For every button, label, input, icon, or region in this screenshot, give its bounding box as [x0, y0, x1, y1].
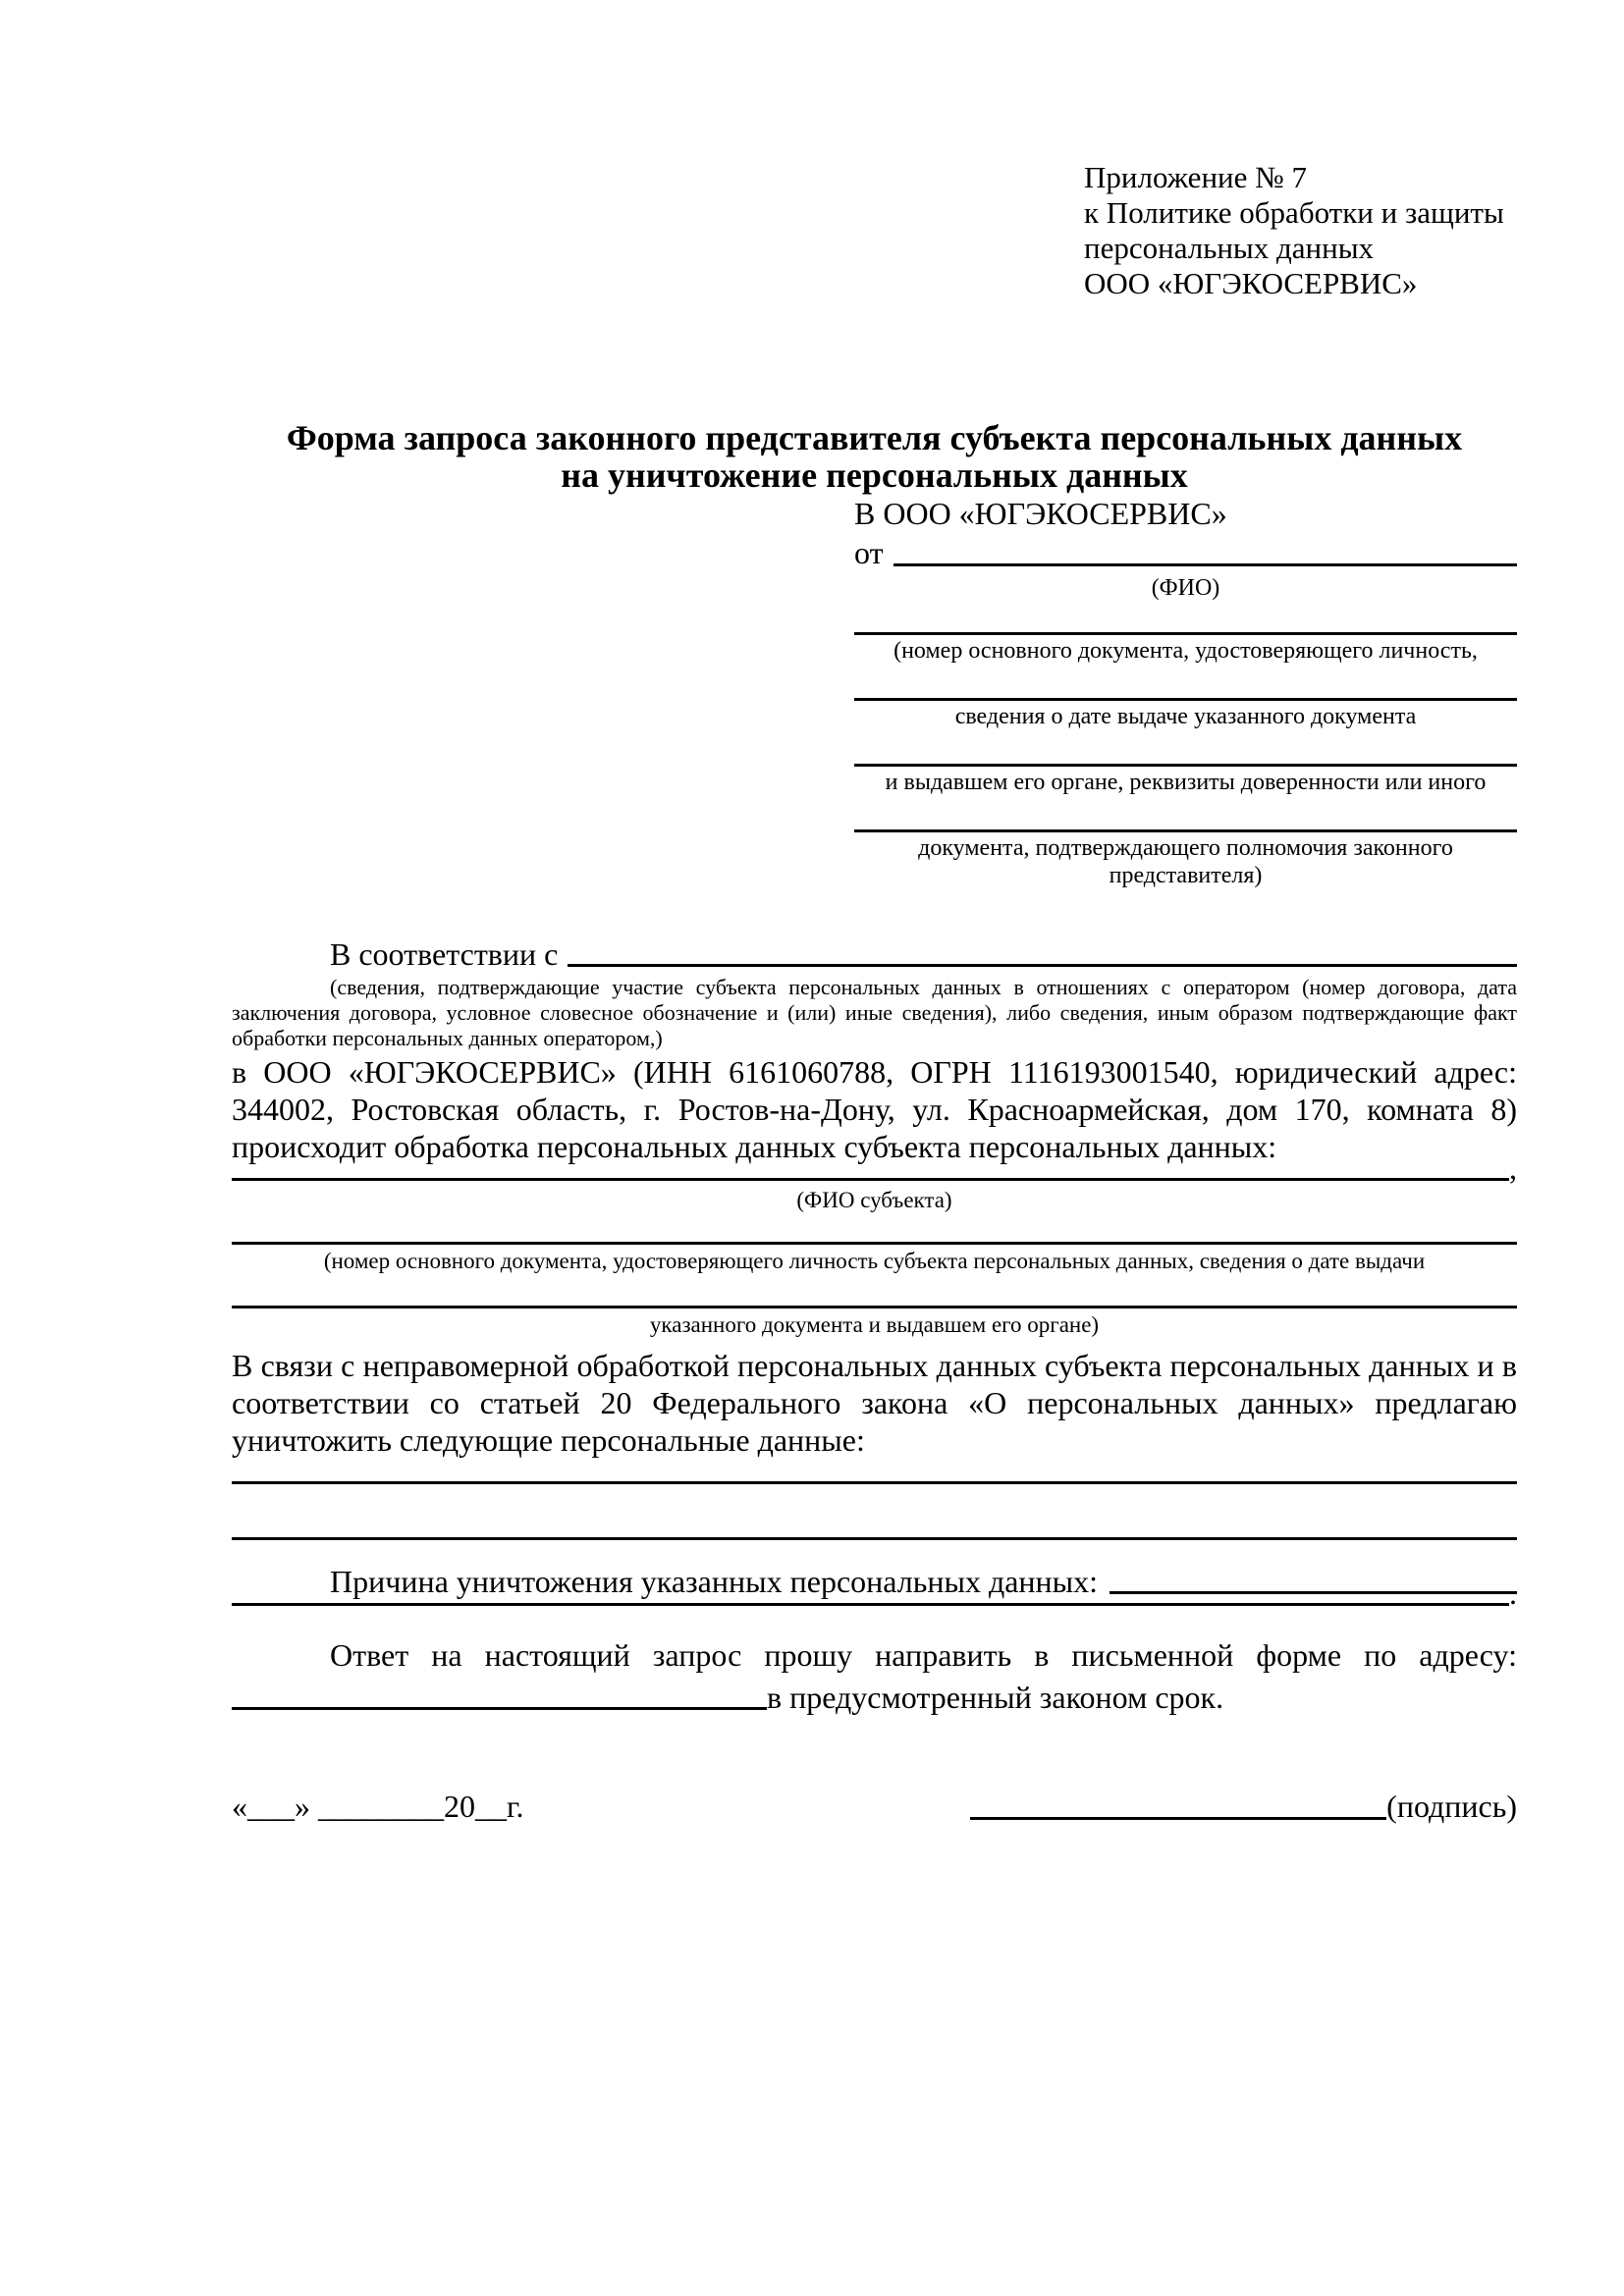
appendix-line-2: к Политике обработки и защиты [1084, 195, 1504, 230]
document-title [232, 419, 1517, 494]
addressee-block [854, 494, 1517, 889]
from-row [854, 533, 1517, 572]
from-blank-line [893, 533, 1517, 566]
subject-doc-blank-line-1 [232, 1214, 1517, 1245]
data-to-destroy-blank-line-2 [232, 1484, 1517, 1540]
subject-fio-rule-row [232, 1149, 1517, 1187]
data-to-destroy-blank-line-1 [232, 1459, 1517, 1484]
trailing-comma: , [1509, 1150, 1517, 1186]
subject-doc-blank-line-2 [232, 1275, 1517, 1308]
reason-rule-row [232, 1575, 1517, 1612]
signature-caption: (подпись) [1386, 1789, 1517, 1824]
subject-fio-blank-line [232, 1149, 1509, 1181]
signature-block [970, 1787, 1517, 1826]
request-paragraph: В связи с неправомерной обработкой персональных данных субъекта персональных данных и в соответствии со статьей 20 Федерального закона «О персональных данных» предлагаю уничтожить следующие персональные данные: [232, 1348, 1517, 1458]
reason-blank-line-2 [232, 1575, 1509, 1606]
subject-doc-caption-2: указанного документа и выдавшем его органе) [649, 1312, 1100, 1337]
representative-doc-blank-line-2 [854, 665, 1517, 701]
document-content [232, 0, 1517, 1826]
representative-doc-blank-line-4 [854, 796, 1517, 832]
operator-paragraph: в ООО «ЮГЭКОСЕРВИС» (ИНН 6161060788, ОГРН 1116193001540, юридический адрес: 344002, Ростовская область, г. Ростов-на-Дону, ул. Красноармейская, дом 170, комната 8) происходит обработка персональных данных субъекта персональных данных: [232, 1054, 1517, 1164]
fio-caption: (ФИО) [1151, 575, 1220, 601]
representative-doc-blank-line-3 [854, 730, 1517, 767]
accordance-row [232, 935, 1517, 973]
document-title-line-2: на уничтожение персональных данных [561, 455, 1188, 495]
representative-doc-caption-4: документа, подтверждающего полномочия законного представителя) [918, 835, 1453, 888]
appendix-line-3: персональных данных [1084, 231, 1375, 265]
response-paragraph: Ответ на настоящий запрос прошу направить в письменной форме по адресу: [330, 1637, 1517, 1673]
representative-doc-caption-1: (номер основного документа, удостоверяющего личность, [893, 638, 1478, 664]
representative-doc-caption-3: и выдавшем его органе, реквизиты доверенности или иного [885, 770, 1487, 795]
trailing-period: . [1509, 1575, 1517, 1611]
document-title-line-1: Форма запроса законного представителя субъекта персональных данных [286, 418, 1463, 457]
appendix-line-4: ООО «ЮГЭКОСЕРВИС» [1084, 266, 1418, 300]
accordance-note: (сведения, подтверждающие участие субъекта персональных данных в отношениях с оператором (номер договора, дата заключения договора, условное словесное обозначение и (или) иные сведения), либо сведения, иным образом подтверждающие факт обработки персональных данных оператором,) [232, 975, 1517, 1050]
response-tail-row [232, 1679, 1517, 1716]
footer-row [232, 1787, 1517, 1826]
accordance-blank-line [568, 935, 1517, 967]
addressee-organization: В ООО «ЮГЭКОСЕРВИС» [854, 496, 1227, 531]
representative-doc-blank-line-1 [854, 602, 1517, 635]
from-label: от [854, 535, 884, 570]
representative-doc-caption-2: сведения о дате выдаче указанного документа [954, 704, 1417, 729]
response-address-blank-line [232, 1679, 767, 1710]
reason-label: Причина уничтожения указанных персональных данных: [330, 1564, 1099, 1599]
signature-blank-line [970, 1787, 1386, 1820]
subject-doc-caption-1: (номер основного документа, удостоверяющего личность субъекта персональных данных, сведения о дате выдачи [323, 1249, 1426, 1273]
appendix-header [1084, 160, 1517, 301]
accordance-label: В соответствии с [330, 936, 559, 972]
date-line: «___» ________20__г. [232, 1789, 524, 1824]
response-tail-text: в предусмотренный законом срок. [767, 1680, 1224, 1715]
appendix-line-1: Приложение № 7 [1084, 160, 1307, 194]
subject-fio-caption: (ФИО субъекта) [796, 1188, 952, 1212]
